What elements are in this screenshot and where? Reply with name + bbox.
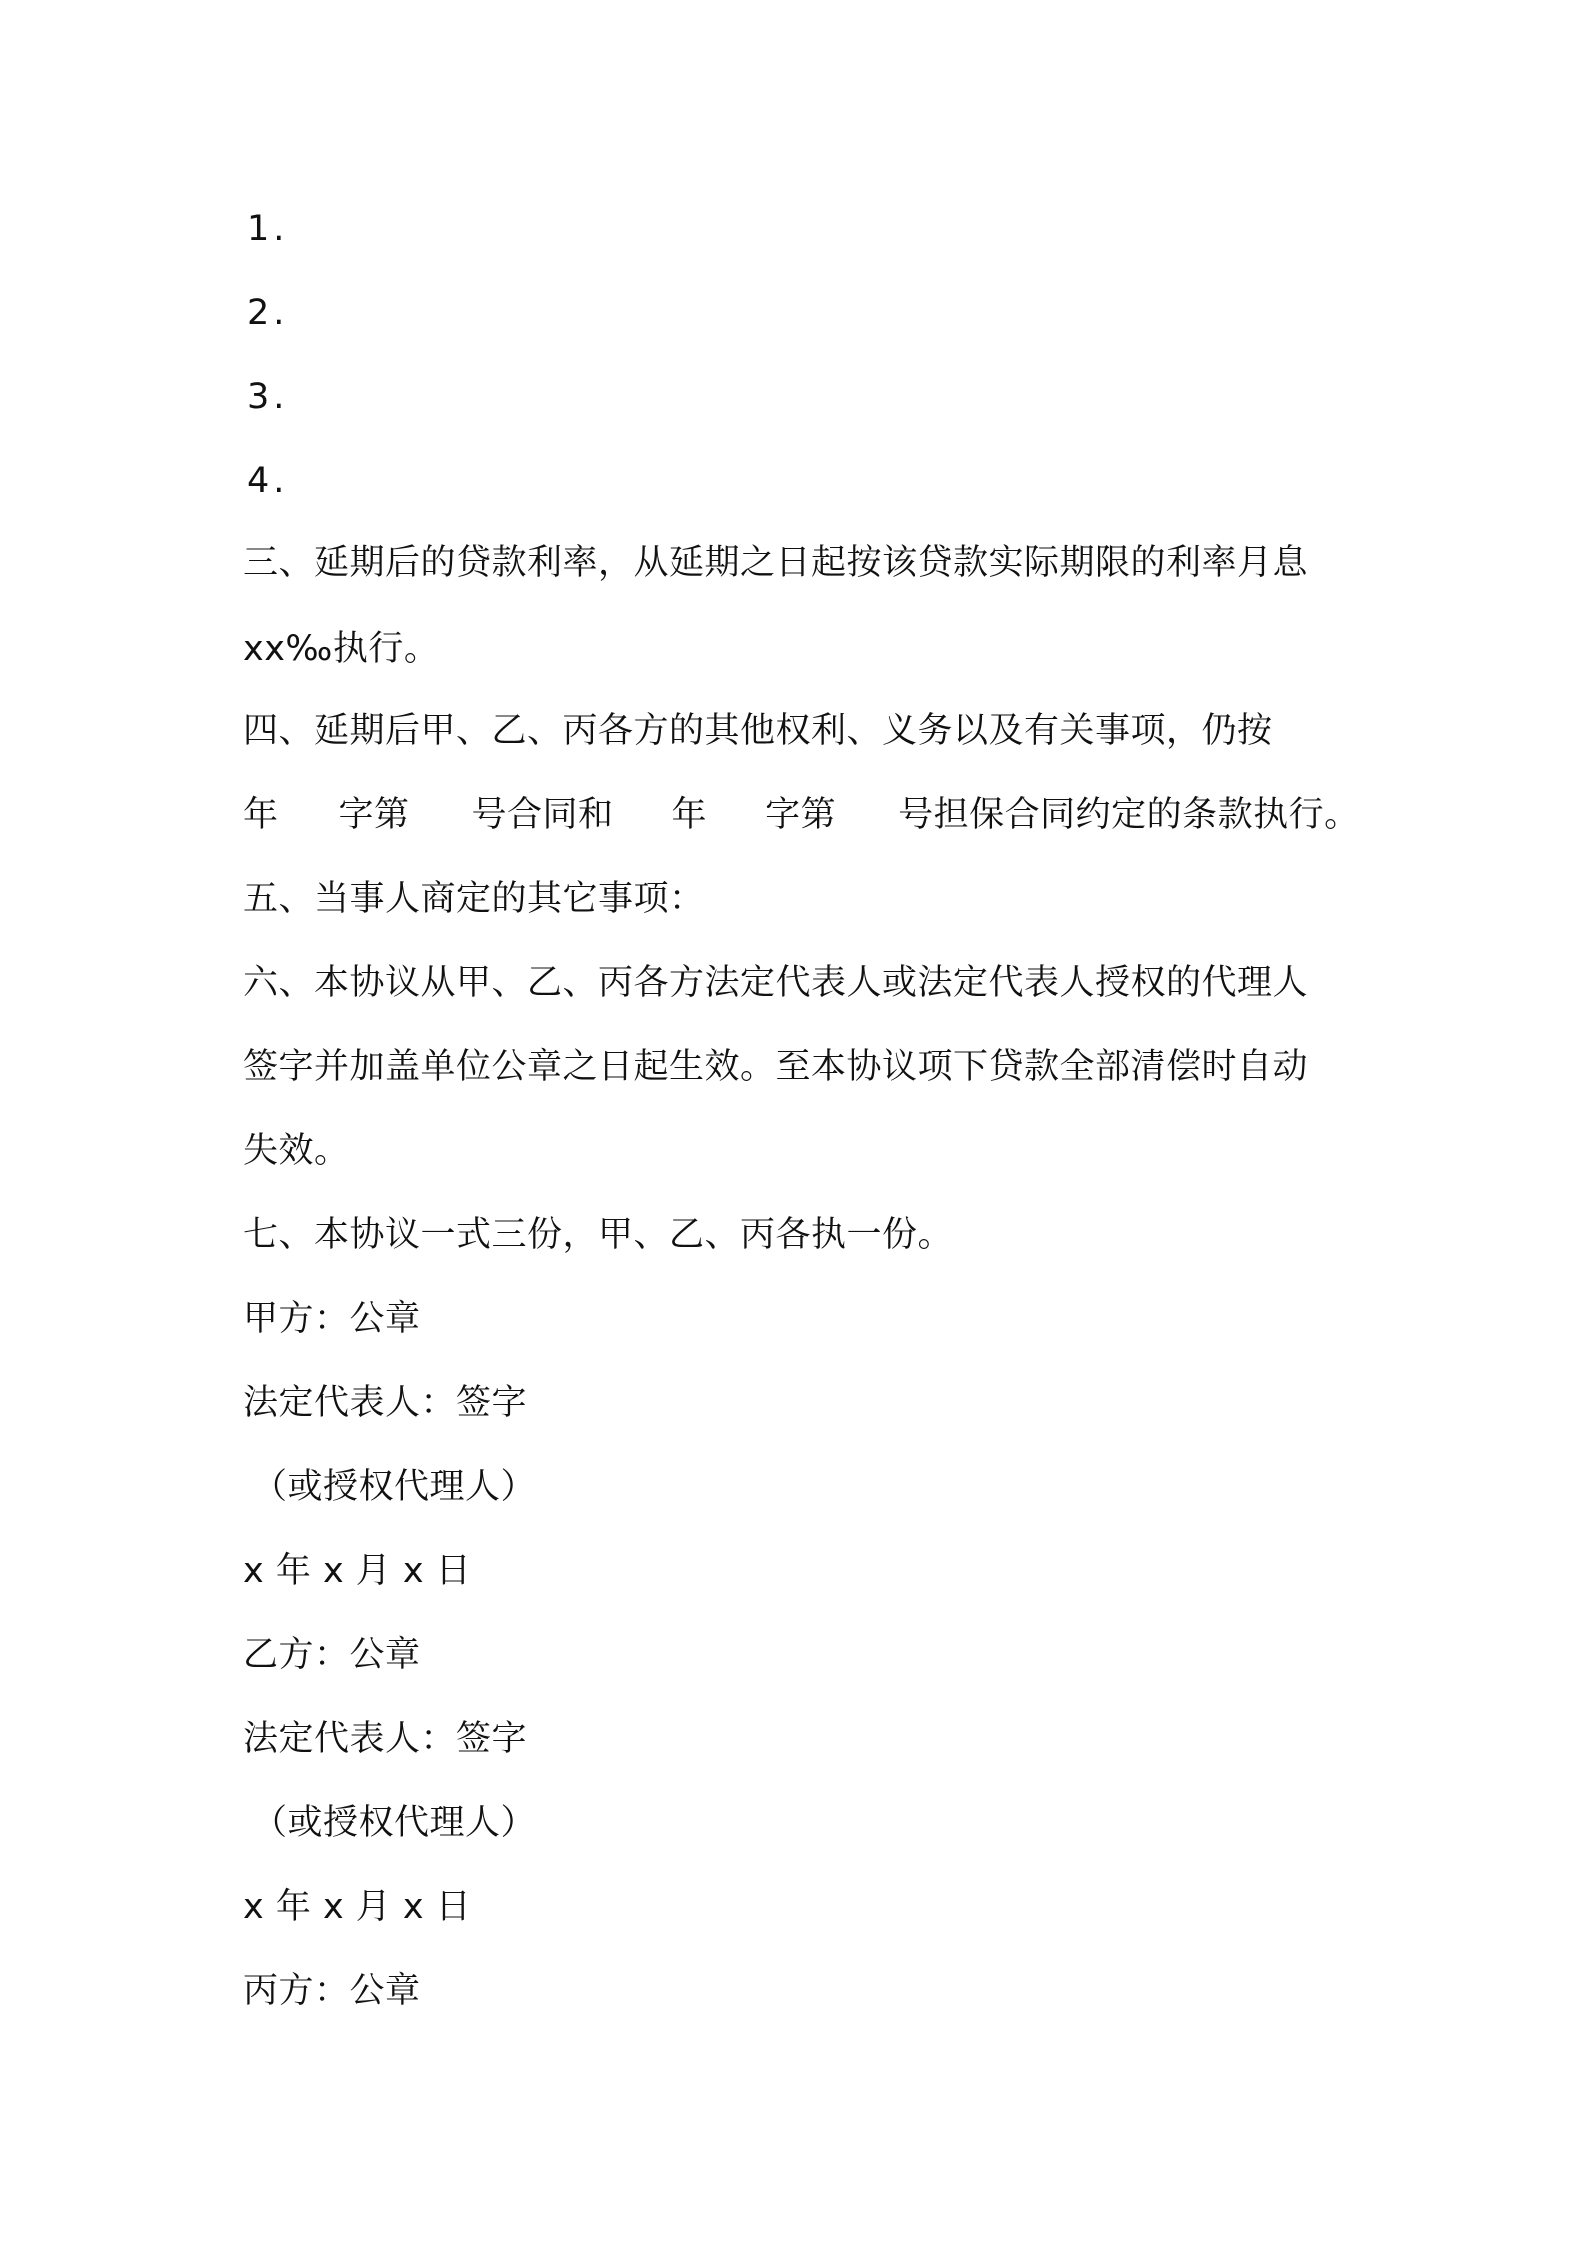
clause-5: 五、当事人商定的其它事项： (243, 879, 705, 919)
clause-4-guarantee-contract: 号担保合同约定的条款执行。 (898, 795, 1360, 835)
clause-4-zi-2: 字第 (765, 795, 837, 835)
party-a-agent: （或授权代理人） (252, 1467, 537, 1507)
clause-4-year-1: 年 (243, 795, 279, 835)
clause-4-line-1: 四、延期后甲、乙、丙各方的其他权利、义务以及有关事项，仍按 (243, 711, 1273, 751)
clause-4-line-2 (243, 793, 1360, 837)
party-a-date: x 年 x 月 x 日 (243, 1551, 472, 1591)
numbered-item-2: 2. (247, 293, 289, 333)
clause-6-line-3: 失效。 (243, 1131, 350, 1171)
clause-6-line-1: 六、本协议从甲、乙、丙各方法定代表人或法定代表人授权的代理人 (243, 963, 1309, 1003)
party-a-seal: 甲方：公章 (243, 1299, 421, 1339)
party-b-representative: 法定代表人：签字 (243, 1719, 528, 1759)
clause-6-line-2: 签字并加盖单位公章之日起生效。至本协议项下贷款全部清偿时自动 (243, 1047, 1309, 1087)
numbered-item-3: 3. (247, 377, 289, 417)
clause-3-line-2: xx‰执行。 (243, 629, 440, 669)
numbered-item-1: 1. (247, 209, 289, 249)
party-b-date: x 年 x 月 x 日 (243, 1887, 472, 1927)
party-a-representative: 法定代表人：签字 (243, 1383, 528, 1423)
party-c-seal: 丙方：公章 (243, 1971, 421, 2011)
party-b-seal: 乙方：公章 (243, 1635, 421, 1675)
clause-7: 七、本协议一式三份，甲、乙、丙各执一份。 (243, 1215, 954, 1255)
clause-4-zi-1: 字第 (338, 795, 410, 835)
party-b-agent: （或授权代理人） (252, 1803, 537, 1843)
numbered-item-4: 4. (247, 461, 289, 501)
clause-3-line-1: 三、延期后的贷款利率，从延期之日起按该贷款实际期限的利率月息 (243, 543, 1309, 583)
clause-4-contract-no: 号合同和 (471, 795, 614, 835)
clause-4-year-2: 年 (671, 795, 708, 835)
